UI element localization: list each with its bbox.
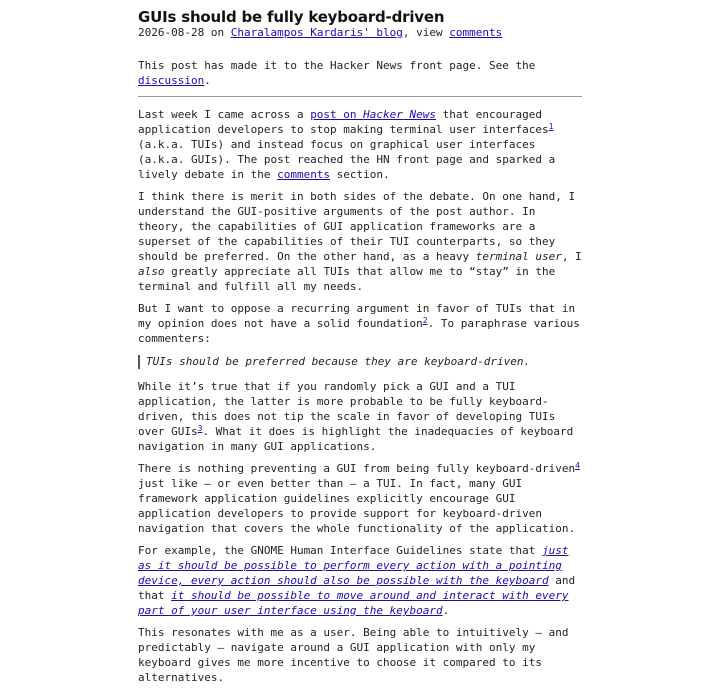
quote: TUIs should be preferred because they are keyboard-driven.: [138, 355, 582, 369]
blog-link[interactable]: Charalampos Kardaris' blog: [230, 26, 403, 39]
gnome-hig-link-2[interactable]: it should be possible to move around and interact with every part of your user interface using the keyboard: [138, 589, 569, 617]
paragraph-7: This resonates with me as a user. Being able to intuitively — and predictably — navigate around a GUI application with only my keyboard gives me more incentive to choose it compared to its alternatives.: [138, 626, 569, 684]
hn-notice: This post has made it to the Hacker News front page. See the discussion.: [138, 59, 536, 87]
paragraph-6: For example, the GNOME Human Interface Guidelines state that just as it should be possible to perform every action with a pointing device, every action should also be possible with the keyboard and that it should be possible to move around and interact with every part of your user interface using the keyboard.: [138, 544, 576, 617]
paragraph-3: But I want to oppose a recurring argument in favor of TUIs that in my opinion does not have a solid foundation$^2$. To paraphrase various commenters:: [138, 302, 580, 345]
paragraph-2: I think there is merit in both sides of the debate. On one hand, I understand the GUI-positive arguments of the post author. In theory, the capabilities of GUI application frameworks are a superset of the capabilities of their TUI counterparts, so they should be preferred. On the other hand, as a heavy terminal user, I also greatly appreciate all TUIs that allow me to “stay” in the terminal and fulfill all my needs.: [138, 190, 582, 293]
paragraph-4: While it’s true that if you randomly pick a GUI and a TUI application, the latter is more probable to be fully keyboard-driven, this does not tip the scale in favor of developing TUIs over GUIs$^3$. What it does is highlight the inadequacies of keyboard navigation in many GUI applications.: [138, 380, 574, 453]
gnome-hig-link-1[interactable]: just as it should be possible to perform every action with a pointing device, every action should also be possible with the keyboard: [138, 544, 569, 587]
comments-link[interactable]: comments: [449, 26, 503, 39]
footnote-ref-1[interactable]: 1: [548, 122, 554, 131]
hn-comments-link[interactable]: comments: [277, 168, 331, 181]
footnote-ref-4[interactable]: 4: [575, 461, 580, 470]
footnote-ref-2[interactable]: 2: [422, 316, 428, 325]
article: [138, 8, 582, 692]
paragraph-1: Last week I came across a post on Hacker News that encouraged application developers to stop making terminal user interfaces$^1$ (a.k.a. TUIs) and instead focus on graphical user interfaces (a.k.a. GUIs). The post reached the HN front page and sparked a lively debate in the comments section.: [138, 108, 556, 181]
divider: [138, 96, 582, 97]
footnote-ref-3[interactable]: 3: [197, 424, 203, 433]
post-title: GUIs should be fully keyboard-driven: [138, 8, 445, 26]
post-date: 2026-08-28: [138, 26, 205, 39]
discussion-link[interactable]: discussion: [138, 74, 205, 87]
post-meta: 2026-08-28 on Charalampos Kardaris' blog, view comments: [138, 26, 503, 39]
paragraph-5: There is nothing preventing a GUI from being fully keyboard-driven$^4$ just like — or even better than — a TUI. In fact, many GUI framework application guidelines explicitly encourage GUI application developers to provide support for keyboard-driven navigation that covers the whole functionality of the application.: [138, 461, 580, 535]
hn-post-link[interactable]: post on Hacker News: [310, 108, 437, 121]
